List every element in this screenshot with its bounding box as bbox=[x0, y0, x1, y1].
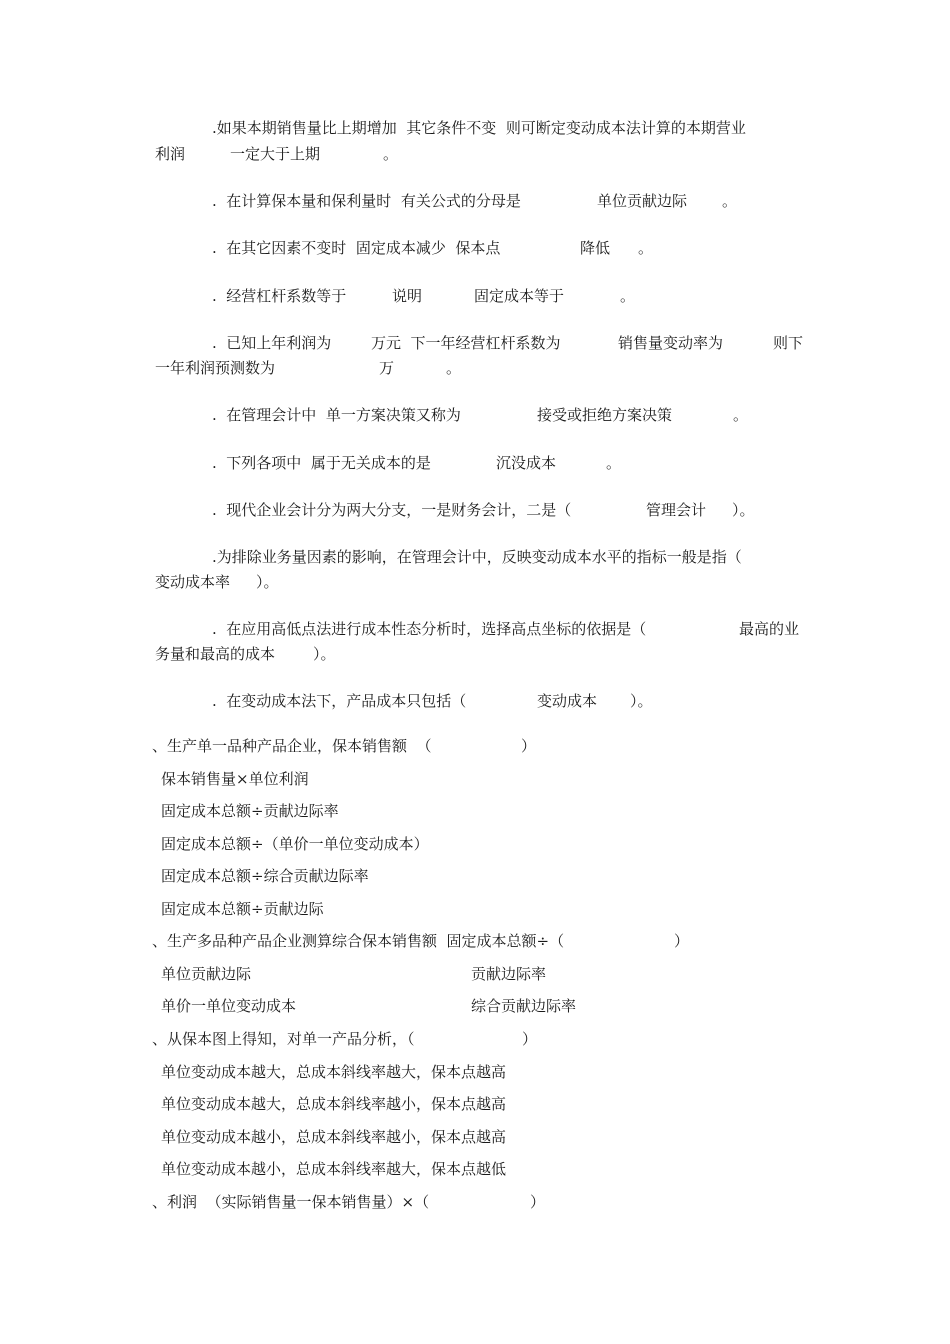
choice-q2-option: 单价一单位变动成本 bbox=[161, 997, 297, 1015]
choice-q1-option: 固定成本总额÷综合贡献边际率 bbox=[161, 867, 369, 885]
fill-q4-text: . 经营杠杆系数等于 bbox=[212, 287, 347, 305]
choice-q2-option: 单位贡献边际 bbox=[161, 965, 252, 983]
choice-q3-option: 单位变动成本越小，总成本斜线率越小，保本点越高 bbox=[161, 1128, 507, 1146]
fill-q1-text-cont: 利润 bbox=[155, 145, 186, 163]
choice-q1-close: ） bbox=[521, 737, 537, 755]
fill-q5-text-b: 万元 下一年经营杠杆系数为 bbox=[371, 334, 561, 352]
fill-q4-text-b: 说明 bbox=[392, 287, 423, 305]
fill-q9-end: ）。 bbox=[256, 573, 279, 591]
choice-q3-option: 单位变动成本越大，总成本斜线率越大，保本点越高 bbox=[161, 1063, 507, 1081]
choice-q4-close: ） bbox=[530, 1193, 546, 1211]
fill-q5-text-cont: 一年利润预测数为 bbox=[155, 359, 276, 377]
fill-q3-answer: 降低 bbox=[580, 239, 611, 257]
fill-q7-answer: 沉没成本 bbox=[496, 454, 557, 472]
fill-q10-end: ）。 bbox=[313, 645, 336, 663]
choice-q3-option: 单位变动成本越大，总成本斜线率越小，保本点越高 bbox=[161, 1095, 507, 1113]
fill-q4-text-c: 固定成本等于 bbox=[474, 287, 565, 305]
fill-q5-text-d: 则下 bbox=[773, 334, 804, 352]
fill-q9-text: .为排除业务量因素的影响，在管理会计中，反映变动成本水平的指标一般是指（ bbox=[212, 548, 742, 566]
choice-q2-option: 综合贡献边际率 bbox=[471, 997, 577, 1015]
choice-q1-option: 固定成本总额÷贡献边际率 bbox=[161, 802, 339, 820]
fill-q2-text: . 在计算保本量和保利量时 有关公式的分母是 bbox=[212, 192, 521, 210]
choice-q2-close: ） bbox=[674, 932, 690, 950]
fill-q3-text: . 在其它因素不变时 固定成本减少 保本点 bbox=[212, 239, 501, 257]
choice-q3-close: ） bbox=[522, 1030, 538, 1048]
fill-q5-end: 。 bbox=[446, 359, 462, 377]
fill-q5-text: . 已知上年利润为 bbox=[212, 334, 332, 352]
fill-q1-text: .如果本期销售量比上期增加 其它条件不变 则可断定变动成本法计算的本期营业 bbox=[212, 119, 746, 137]
choice-q2-stem: 、生产多品种产品企业测算综合保本销售额 固定成本总额÷（ bbox=[152, 932, 565, 950]
fill-q3-end: 。 bbox=[638, 239, 654, 257]
fill-q8-end: ）。 bbox=[732, 501, 755, 519]
fill-q11-answer: 变动成本 bbox=[537, 692, 598, 710]
choice-q1-option: 固定成本总额÷（单价一单位变动成本） bbox=[161, 835, 429, 853]
fill-q5-text-c: 销售量变动率为 bbox=[618, 334, 724, 352]
choice-q1-option: 固定成本总额÷贡献边际 bbox=[161, 900, 324, 918]
fill-q11-text: . 在变动成本法下，产品成本只包括（ bbox=[212, 692, 467, 710]
fill-q2-answer: 单位贡献边际 bbox=[597, 192, 688, 210]
fill-q8-answer: 管理会计 bbox=[646, 501, 707, 519]
fill-q7-text: . 下列各项中 属于无关成本的是 bbox=[212, 454, 431, 472]
fill-q5-answer: 万 bbox=[379, 359, 395, 377]
choice-q4-stem: 、利润 （实际销售量一保本销售量）×（ bbox=[152, 1193, 430, 1211]
fill-q10-answer: 最高的业 bbox=[739, 620, 800, 638]
fill-q10-answer-cont: 务量和最高的成本 bbox=[155, 645, 276, 663]
fill-q8-text: . 现代企业会计分为两大分支，一是财务会计，二是（ bbox=[212, 501, 572, 519]
choice-q1-option: 保本销售量×单位利润 bbox=[161, 770, 309, 788]
fill-q6-answer: 接受或拒绝方案决策 bbox=[537, 406, 673, 424]
fill-q1-answer: 一定大于上期 bbox=[230, 145, 321, 163]
fill-q6-end: 。 bbox=[733, 406, 749, 424]
fill-q7-end: 。 bbox=[606, 454, 622, 472]
choice-q2-option: 贡献边际率 bbox=[471, 965, 547, 983]
fill-q4-end: 。 bbox=[620, 287, 636, 305]
choice-q3-stem: 、从保本图上得知，对单一产品分析，（ bbox=[152, 1030, 415, 1048]
fill-q11-end: ）。 bbox=[630, 692, 653, 710]
fill-q6-text: . 在管理会计中 单一方案决策又称为 bbox=[212, 406, 461, 424]
fill-q9-answer: 变动成本率 bbox=[155, 573, 231, 591]
fill-q10-text: . 在应用高低点法进行成本性态分析时，选择高点坐标的依据是（ bbox=[212, 620, 647, 638]
choice-q1-stem: 、生产单一品种产品企业，保本销售额 （ bbox=[152, 737, 432, 755]
fill-q2-end: 。 bbox=[722, 192, 738, 210]
choice-q3-option: 单位变动成本越小，总成本斜线率越大，保本点越低 bbox=[161, 1160, 507, 1178]
fill-q1-end: 。 bbox=[383, 145, 399, 163]
